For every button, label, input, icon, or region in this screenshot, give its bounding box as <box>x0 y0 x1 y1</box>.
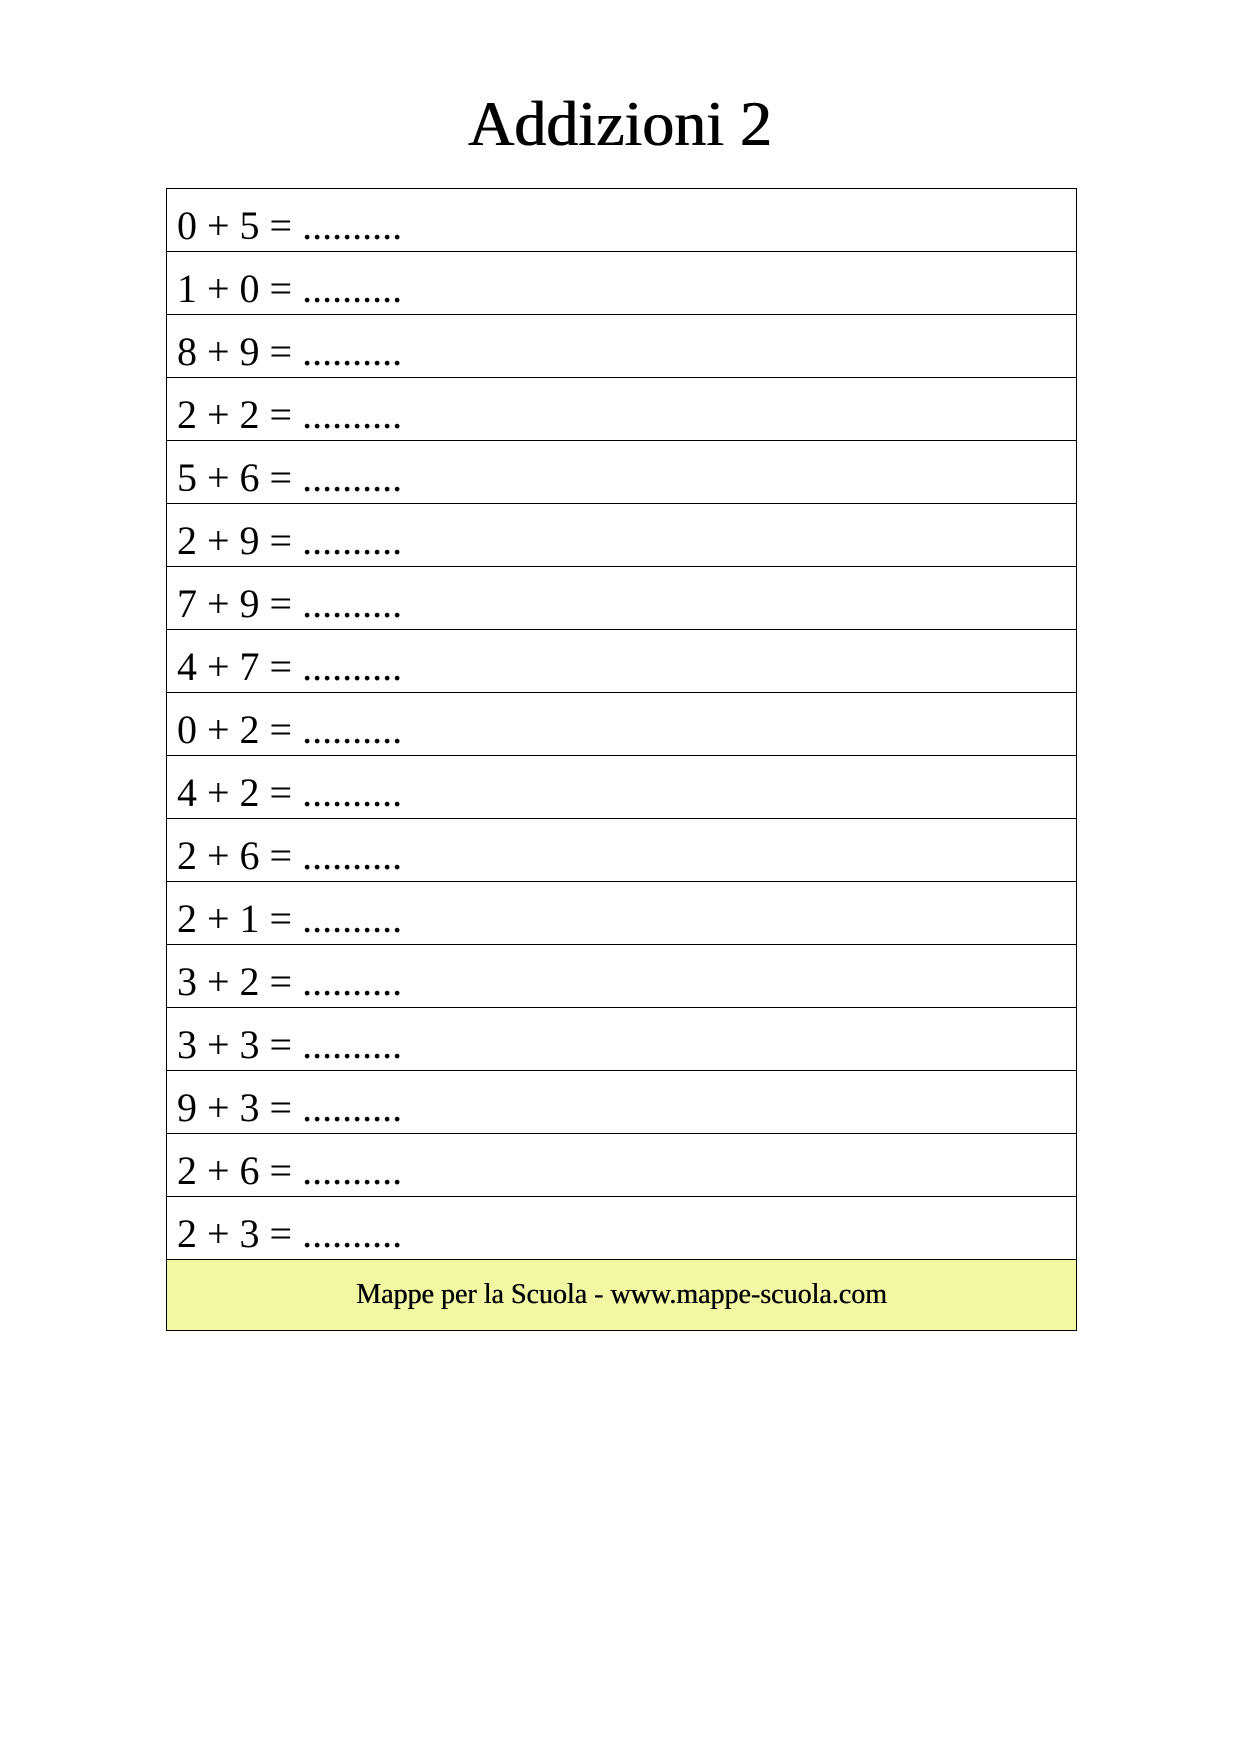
exercise-text: 5 + 6 = .......... <box>177 455 403 500</box>
exercise-row <box>167 1071 1076 1134</box>
exercise-row <box>167 756 1076 819</box>
exercise-text: 2 + 6 = .......... <box>177 833 403 878</box>
exercise-row <box>167 630 1076 693</box>
exercise-text: 1 + 0 = .......... <box>177 266 403 311</box>
exercise-row <box>167 504 1076 567</box>
exercise-row <box>167 189 1076 252</box>
exercise-text: 3 + 3 = .......... <box>177 1022 403 1067</box>
exercise-text: 7 + 9 = .......... <box>177 581 403 626</box>
exercise-text: 3 + 2 = .......... <box>177 959 403 1004</box>
exercise-text: 4 + 7 = .......... <box>177 644 403 689</box>
exercise-row <box>167 252 1076 315</box>
exercise-row <box>167 819 1076 882</box>
exercise-row <box>167 315 1076 378</box>
exercise-row <box>167 693 1076 756</box>
exercise-text: 2 + 3 = .......... <box>177 1211 403 1256</box>
footer-credit: Mappe per la Scuola - www.mappe-scuola.com <box>167 1260 1076 1330</box>
exercise-text: 2 + 6 = .......... <box>177 1148 403 1193</box>
exercise-row <box>167 1134 1076 1197</box>
exercise-text: 4 + 2 = .......... <box>177 770 403 815</box>
page-title: Addizioni 2 <box>468 88 772 159</box>
exercise-row <box>167 567 1076 630</box>
exercise-row <box>167 1008 1076 1071</box>
exercise-text: 2 + 9 = .......... <box>177 518 403 563</box>
exercise-text: 9 + 3 = .......... <box>177 1085 403 1130</box>
exercise-row <box>167 378 1076 441</box>
exercise-table <box>166 188 1077 1331</box>
exercise-text: 2 + 2 = .......... <box>177 392 403 437</box>
exercise-row <box>167 1197 1076 1260</box>
exercise-text: 2 + 1 = .......... <box>177 896 403 941</box>
exercise-row <box>167 441 1076 504</box>
exercise-text: 8 + 9 = .......... <box>177 329 403 374</box>
exercise-row <box>167 945 1076 1008</box>
exercise-text: 0 + 5 = .......... <box>177 203 403 248</box>
exercise-text: 0 + 2 = .......... <box>177 707 403 752</box>
exercise-row <box>167 882 1076 945</box>
